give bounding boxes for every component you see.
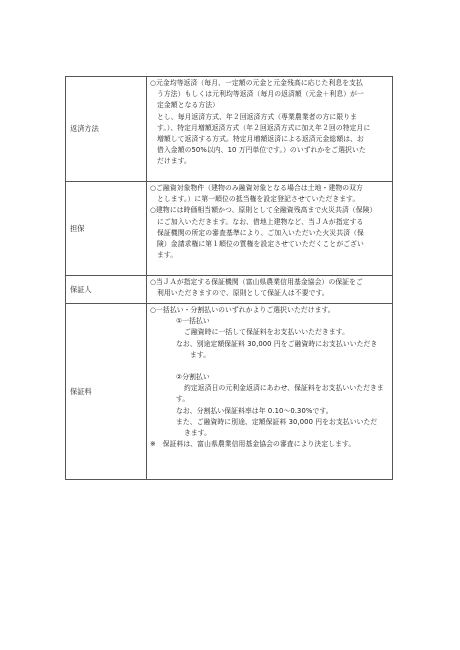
text-line: なお、分割払い保証料率は年 0.10～0.30%です。 [176, 406, 333, 415]
text-line: また、ご融資時に別途、定額保証料 30,000 円をお支払いいただ [176, 417, 378, 426]
text-line: 保証機関の所定の審査基準により、ご加入いただいた火災共済（保 [157, 228, 364, 237]
text-line: ○当ＪＡが指定する保証機関（富山県農業信用基金協会）の保証をご [150, 278, 363, 286]
text-line: ○一括払い・分割払いのいずれかよりご選択いただけます。 [150, 306, 335, 314]
text-line: にご加入いただきます。なお、借地上建物など、当ＪＡが指定する [157, 217, 364, 226]
text-line: す。 [176, 395, 190, 404]
text-line: とします。）に第一順位の抵当権を設定登記させていただきます。 [157, 195, 360, 204]
text-line: とし、毎月返済方式、年２回返済方式（専業農業者の方に限りま [157, 112, 358, 121]
table-row-guarantee-fee [66, 304, 393, 480]
text-line: ご融資時に一括して保証料をお支払いいただきます。 [184, 328, 349, 337]
row-label-collateral: 担保 [66, 182, 147, 276]
row-content-guarantor [147, 276, 393, 304]
row-label-repayment: 返済方法 [66, 77, 147, 182]
row-content-guarantee-fee [147, 304, 393, 480]
table-row-collateral [66, 182, 393, 276]
table-row-repayment [66, 77, 393, 182]
text-line: 利用いただきますので、原則として保証人は不要です。 [157, 289, 329, 298]
table-row-guarantor [66, 276, 393, 304]
text-line: なお、別途定額保証料 30,000 円をご融資時にお支払いいただき [176, 339, 378, 348]
text-line: 険）金請求権に第１順位の質権を設定させていただくことがござい [157, 240, 364, 249]
text-line: す。）、特定月増額返済方式（年２回返済方式に加え年２回の特定月に [157, 123, 371, 132]
text-line: う方法）もしくは元利均等返済（毎月の返済額（元金＋利息）が一 [157, 90, 364, 99]
text-line: 定金額となる方法） [157, 101, 220, 110]
subheading-lump-sum: ①一括払い [176, 317, 210, 326]
text-line: ○元金均等返済（毎月、一定額の元金と元金残高に応じた利息を支払 [150, 79, 363, 87]
row-label-guarantor: 保証人 [66, 276, 147, 304]
text-line: きます。 [184, 429, 212, 438]
text-line: ○建物には時価相当額かつ、原則として全融資残高まで火災共済（保険） [150, 206, 377, 215]
text-line: 増額して返済する方式。特定月増額返済による返済元金総額は、お [157, 135, 364, 144]
loan-terms-table [65, 76, 393, 480]
subheading-installment: ②分割払い [176, 373, 210, 382]
row-content-collateral [147, 182, 393, 276]
row-label-guarantee-fee: 保証料 [66, 304, 147, 480]
text-line: ○ご融資対象物件（建物のみ融資対象となる場合は土地・建物の双方 [150, 184, 363, 192]
text-line: ます。 [190, 350, 211, 359]
footnote: ※ 保証料は、富山県農業信用基金協会の審査により決定します。 [150, 440, 356, 449]
text-line: だけます。 [157, 157, 191, 166]
row-content-repayment [147, 77, 393, 182]
text-line: ます。 [157, 251, 178, 260]
text-line: 借入金額の50%以内、10 万円単位です。）のいずれかをご選択いた [157, 146, 366, 155]
text-line: 約定返済日の元利金返済にあわせ、保証料をお支払いいただきま [184, 384, 384, 393]
